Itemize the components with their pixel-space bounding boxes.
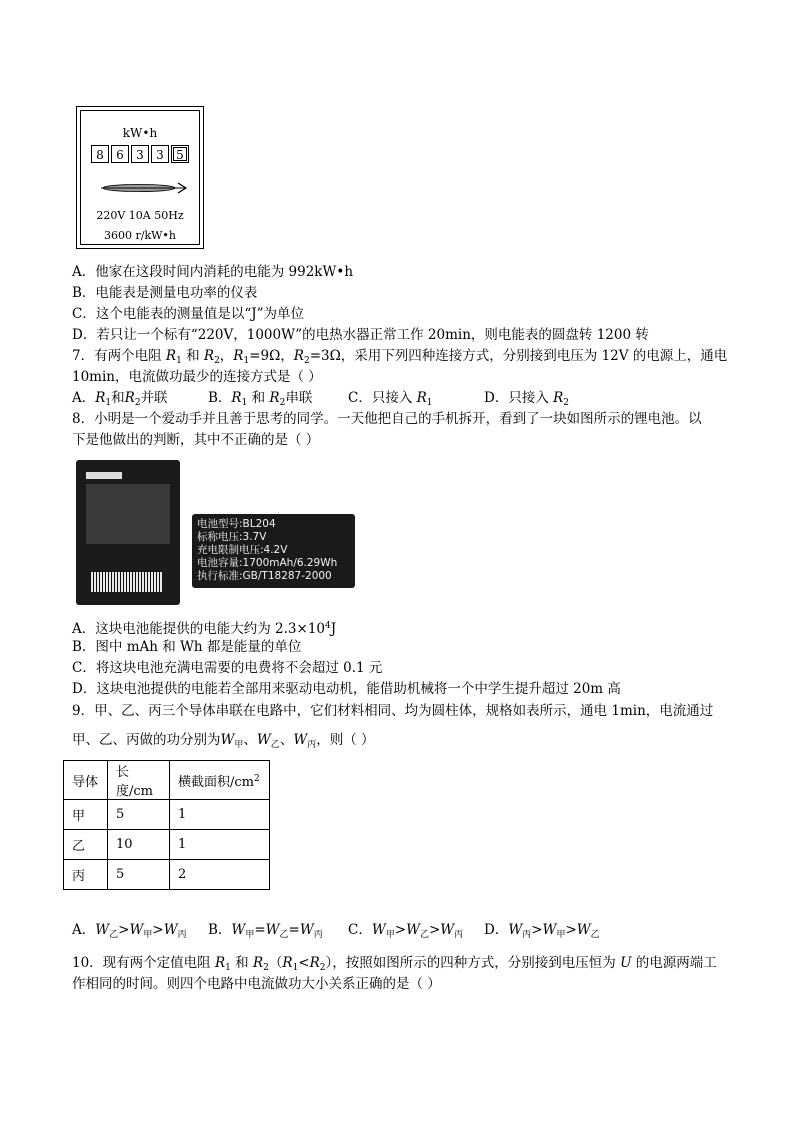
meter-spec-revolutions: 3600 r/kW•h: [104, 229, 176, 242]
q8-option-b: B．图中 mAh 和 Wh 都是能量的单位: [72, 639, 302, 655]
table-cell: 2: [170, 860, 270, 890]
table-header-cell: 导体: [64, 761, 108, 800]
meter-frame: [80, 110, 200, 245]
table-row: [64, 830, 270, 860]
q8-option-a: A．这块电池能提供的电能大约为 $2.3\times 10^4J$: [72, 621, 337, 637]
table-header-cell: 长度/cm: [108, 761, 170, 800]
meter-spec-rating: 220V 10A 50Hz: [96, 209, 184, 222]
q7-stem-line2: 10min，电流做功最少的连接方式是（ ）: [72, 369, 322, 385]
meter-digit: 6: [111, 145, 129, 163]
table-cell: 1: [170, 830, 270, 860]
q7-stem-line1: 7．有两个电阻 $R_1$ 和 $R_2$，$R_1=9\Omega$，$R_2=3\Omega$，采用下列四种连接方式，分别接到电压为 12V 的电源上，通电: [72, 348, 728, 366]
battery-spec-line: 充电限制电压:4.2V: [197, 544, 288, 556]
battery-spec-line: 电池型号:BL204: [197, 518, 276, 530]
table-cell: 5: [108, 800, 170, 830]
battery-spec-line: 标称电压:3.7V: [197, 531, 267, 543]
q8-stem-line2: 下是他做出的判断，其中不正确的是（ ）: [72, 432, 320, 448]
q9-option-d: D．$W_丙>W_甲>W_乙$: [484, 922, 600, 940]
table-cell: 10: [108, 830, 170, 860]
meter-digit: 3: [131, 145, 149, 163]
meter-unit: kW•h: [122, 126, 158, 140]
meter-digit-decimal: 5: [171, 145, 189, 163]
q8-stem-line1: 8．小明是一个爱动手并且善于思考的同学。一天他把自己的手机拆开，看到了一块如图所示的锂电池。以: [72, 411, 702, 427]
battery-spec-line: 电池容量:1700mAh/6.29Wh: [197, 557, 338, 569]
table-cell: 甲: [64, 800, 108, 830]
table-cell: 1: [170, 800, 270, 830]
q8-option-c: C．将这块电池充满电需要的电费将不会超过 0.1 元: [72, 660, 383, 676]
q7-option-a: A．$R_1$和$R_2$并联: [72, 390, 168, 408]
table-row: [64, 860, 270, 890]
battery-label: [86, 484, 170, 544]
q9-stem-line1: 9．甲、乙、丙三个导体串联在电路中，它们材料相同、均为圆柱体，规格如表所示，通电 1min，电流通过: [72, 703, 714, 719]
q9-stem-line2: 甲、乙、丙做的功分别为$W_甲$、$W_乙$、$W_丙$，则（ ）: [72, 732, 375, 750]
table-row: [64, 800, 270, 830]
q9-option-c: C．$W_甲>W_乙>W_丙$: [348, 922, 464, 940]
table-cell: 丙: [64, 860, 108, 890]
meter-disc-arrow-icon: [99, 181, 189, 195]
q10-stem-line1: 10．现有两个定值电阻 $R_1$ 和 $R_2(R_1<R_2)$，按照如图所示的四种方式，分别接到电压恒为 U 的电源两端工: [72, 955, 717, 973]
q9-option-b: B．$W_甲=W_乙=W_丙$: [208, 922, 323, 940]
battery-spec-label: [192, 514, 355, 588]
q6-option-a: A．他家在这段时间内消耗的电能为 992kW•h: [72, 264, 354, 280]
meter-digits: [91, 145, 191, 163]
q10-stem-line2: 作相同的时间。则四个电路中电流做功大小关系正确的是（ ）: [72, 976, 441, 992]
q6-option-c: C．这个电能表的测量值是以“J”为单位: [72, 306, 305, 322]
battery-spec-line: 执行标准:GB/T18287-2000: [197, 570, 332, 582]
q9-conductor-table: [63, 760, 270, 890]
battery-photo: [76, 460, 180, 605]
battery-barcode-icon: [90, 572, 162, 592]
q9-option-a: A．$W_乙>W_甲>W_丙$: [72, 922, 187, 940]
meter-digit: 8: [91, 145, 109, 163]
q7-option-c: C．只接入 $R_1$: [348, 390, 433, 408]
table-header-cell: 横截面积$/cm^2$: [170, 761, 270, 800]
q6-option-b: B．电能表是测量电功率的仪表: [72, 285, 258, 301]
table-cell: 5: [108, 860, 170, 890]
q8-option-d: D．这块电池提供的电能若全部用来驱动电动机，能借助机械将一个中学生提升超过 20m 高: [72, 681, 621, 697]
table-header-row: [64, 761, 270, 800]
q6-option-d: D．若只让一个标有“220V，1000W”的电热水器正常工作 20min，则电能表的圆盘转 1200 转: [72, 327, 649, 343]
electricity-meter-figure: [76, 106, 204, 249]
table-cell: 乙: [64, 830, 108, 860]
meter-digit: 3: [151, 145, 169, 163]
battery-brand-logo: [86, 472, 122, 479]
q7-option-b: B．$R_1$ 和 $R_2$串联: [208, 390, 313, 408]
q7-option-d: D．只接入 $R_2$: [484, 390, 570, 408]
